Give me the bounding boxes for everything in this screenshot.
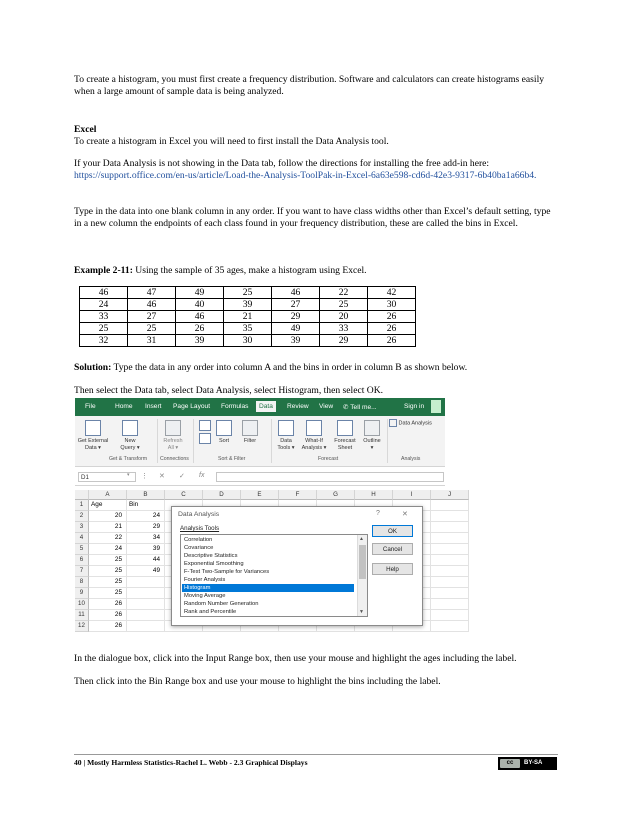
empty-cell[interactable] [431,533,469,544]
example-text: Using the sample of 35 ages, make a histogram using Excel. [132,265,367,276]
excel-heading: Excel [74,124,97,135]
age-cell: 21 [224,311,272,323]
bin-data-cell[interactable] [127,577,165,588]
age-data-cell[interactable]: 20 [89,511,127,522]
enter-icon[interactable]: ✓ [179,473,185,480]
install-paragraph: To create a histogram in Excel you will need to first install the Data Analysis tool. [74,136,389,147]
group-analysis: Analysis [401,456,421,462]
sign-in-link[interactable]: Sign in [404,403,425,410]
filter-icon [242,420,258,436]
license-type: BY-SA [524,760,543,766]
row-header[interactable]: 4 [75,533,89,544]
age-cell: 25 [80,323,128,335]
age-cell: 26 [368,323,416,335]
empty-cell[interactable] [431,555,469,566]
age-data-cell[interactable]: 26 [89,599,127,610]
name-box[interactable]: D1 [78,472,136,482]
dialog-title: Data Analysis [178,511,220,518]
scroll-thumb[interactable] [359,545,366,579]
cancel-icon[interactable]: ✕ [159,473,165,480]
user-icon[interactable] [431,400,441,413]
age-cell: 46 [176,311,224,323]
select-all-corner[interactable] [75,490,89,500]
row-header[interactable]: 11 [75,610,89,621]
dots-icon: ⋮ [141,473,148,480]
age-data-cell[interactable]: 26 [89,621,127,632]
get-external-label: Get External Data ▾ [77,438,109,451]
forecast-sheet-icon [337,420,353,436]
excel-screenshot [75,398,452,638]
column-header[interactable]: E [241,490,279,500]
data-tools-label: Data Tools ▾ [277,438,295,451]
age-cell: 29 [320,335,368,347]
ribbon-separator [193,419,194,463]
page-footer: 40 | Mostly Harmless Statistics-Rachel L. Webb - 2.3 Graphical Displays [74,758,308,767]
query-icon [122,420,138,436]
analysis-tool-item[interactable]: Fourier Analysis [184,577,226,583]
example-label: Example 2-11: [74,265,133,276]
age-cell: 46 [80,287,128,299]
age-data-cell[interactable]: 25 [89,555,127,566]
row-header[interactable]: 12 [75,621,89,632]
what-if-analysis-button[interactable] [299,420,329,451]
empty-cell[interactable] [431,500,469,511]
outline-icon [364,420,380,436]
empty-cell[interactable] [431,588,469,599]
age-cell: 40 [176,299,224,311]
cc-by-sa-badge [498,757,557,770]
age-cell: 39 [176,335,224,347]
ok-button[interactable]: OK [372,525,413,537]
tab-file[interactable]: File [85,403,96,410]
refresh-all-button[interactable] [159,420,187,451]
age-cell: 25 [224,287,272,299]
age-data-cell[interactable]: 26 [89,610,127,621]
age-cell: 27 [128,311,176,323]
tab-insert[interactable]: Insert [145,403,162,410]
column-header[interactable]: J [431,490,469,500]
sort-za-icon [199,433,211,444]
bin-data-cell[interactable]: Bin [127,500,165,511]
age-data-cell[interactable]: 24 [89,544,127,555]
scroll-down-icon[interactable]: ▼ [359,609,364,615]
empty-cell[interactable] [431,511,469,522]
analysis-tool-item[interactable]: Descriptive Statistics [184,553,238,559]
empty-cell[interactable] [431,610,469,621]
group-connections: Connections [160,456,189,462]
row-header[interactable]: 8 [75,577,89,588]
row-header[interactable]: 5 [75,544,89,555]
data-analysis-icon [389,419,397,427]
tell-me-search[interactable]: ✆ Tell me... [343,404,377,411]
addin-paragraph [74,158,558,182]
age-data-cell[interactable]: Age [89,500,127,511]
ribbon-separator [387,419,388,463]
list-scrollbar[interactable] [357,535,367,616]
solution-paragraph [74,362,558,374]
tab-formulas[interactable]: Formulas [221,403,249,410]
column-header[interactable]: C [165,490,203,500]
bin-data-cell[interactable] [127,621,165,632]
age-cell: 35 [224,323,272,335]
intro-paragraph: To create a histogram, you must first create a frequency distribution. Software and calculators can create histograms easily when a large amount of sample data is being analyzed. [74,74,545,98]
column-header[interactable]: F [279,490,317,500]
select-paragraph: Then select the Data tab, select Data Analysis, select Histogram, then select OK. [74,385,384,396]
what-if-label: What-If Analysis ▾ [301,438,327,451]
ages-table [79,286,416,347]
age-data-cell[interactable]: 21 [89,522,127,533]
sort-label: Sort [218,438,230,444]
chevron-down-icon[interactable]: ▾ [127,472,130,478]
age-cell: 42 [368,287,416,299]
analysis-tools-list[interactable] [180,534,368,617]
sort-az-icon [199,420,211,431]
analysis-tool-item[interactable]: Exponential Smoothing [184,561,244,567]
sort-az-buttons[interactable] [195,420,215,446]
forecast-sheet-button[interactable] [331,420,359,451]
group-get-transform: Get & Transform [109,456,148,462]
bin-data-cell[interactable] [127,588,165,599]
get-external-data-button[interactable] [75,420,111,451]
age-cell: 31 [128,335,176,347]
empty-cell[interactable] [431,566,469,577]
age-cell: 33 [80,311,128,323]
footer-divider [74,754,558,755]
bin-data-cell[interactable]: 24 [127,511,165,522]
help-button[interactable]: Help [372,563,413,575]
column-header[interactable]: H [355,490,393,500]
row-header[interactable]: 7 [75,566,89,577]
age-cell: 20 [320,311,368,323]
tab-data[interactable]: Data [256,401,276,412]
age-cell: 46 [128,299,176,311]
ages-row [80,287,416,299]
age-data-cell[interactable]: 25 [89,566,127,577]
data-analysis-button[interactable] [389,419,441,427]
age-cell: 27 [272,299,320,311]
age-cell: 24 [80,299,128,311]
new-query-label: New Query ▾ [120,438,140,451]
tab-page-layout[interactable]: Page Layout [173,403,211,410]
bin-data-cell[interactable]: 29 [127,522,165,533]
age-cell: 26 [176,323,224,335]
formula-bar [75,467,445,486]
column-header[interactable]: D [203,490,241,500]
ribbon-separator [157,419,158,463]
insert-function-icon[interactable]: fx [199,472,205,479]
analysis-tools-label: Analysis Tools [180,525,220,532]
external-data-icon [85,420,101,436]
solution-label: Solution: [74,362,112,373]
new-query-button[interactable] [115,420,145,451]
row-header[interactable]: 10 [75,599,89,610]
formula-input[interactable] [216,472,444,482]
age-cell: 39 [272,335,320,347]
data-analysis-dialog [171,506,423,626]
group-sort-filter: Sort & Filter [218,456,246,462]
age-cell: 32 [80,335,128,347]
age-cell: 47 [128,287,176,299]
ages-row [80,323,416,335]
column-header[interactable]: B [127,490,165,500]
forecast-sheet-label: Forecast Sheet [334,438,356,451]
scroll-up-icon[interactable]: ▲ [359,536,364,542]
row-header[interactable]: 2 [75,511,89,522]
what-if-icon [306,420,322,436]
bin-data-cell[interactable]: 34 [127,533,165,544]
empty-cell[interactable] [431,577,469,588]
ribbon-tab-bar [75,398,445,416]
bin-data-cell[interactable]: 49 [127,566,165,577]
sort-button[interactable] [213,420,235,445]
analysis-tool-item[interactable]: F-Test Two-Sample for Variances [184,569,270,575]
age-data-cell[interactable]: 25 [89,588,127,599]
column-header[interactable]: A [89,490,127,500]
input-range-paragraph: In the dialogue box, click into the Input Range box, then use your mouse and highlight the ages including the label. [74,653,517,664]
example-paragraph [74,265,558,277]
data-ribbon [75,416,445,467]
age-cell: 46 [272,287,320,299]
bin-range-paragraph: Then click into the Bin Range box and use your mouse to highlight the bins including the label. [74,676,441,687]
row-header[interactable]: 1 [75,500,89,511]
bin-data-cell[interactable] [127,599,165,610]
age-cell: 39 [224,299,272,311]
solution-text: Type the data in any order into column A and the bins in order in column B as shown below. [111,362,468,373]
analysis-tool-item[interactable]: Random Number Generation [184,601,259,607]
age-data-cell[interactable]: 25 [89,577,127,588]
bin-data-cell[interactable]: 44 [127,555,165,566]
age-cell: 26 [368,311,416,323]
column-header[interactable]: G [317,490,355,500]
help-icon[interactable]: ? [376,510,380,517]
column-header[interactable]: I [393,490,431,500]
age-cell: 26 [368,335,416,347]
analysis-tool-item[interactable]: Rank and Percentile [184,609,237,615]
tab-home[interactable]: Home [115,403,133,410]
empty-cell[interactable] [431,621,469,632]
refresh-icon [165,420,181,436]
group-forecast: Forecast [318,456,339,462]
ages-row [80,299,416,311]
analysis-tool-item[interactable]: Covariance [184,545,214,551]
age-cell: 33 [320,323,368,335]
cancel-button[interactable]: Cancel [372,543,413,555]
data-tools-icon [278,420,294,436]
analysis-tool-item[interactable]: Correlation [184,537,213,543]
sort-icon [216,420,232,436]
age-cell: 25 [128,323,176,335]
bin-data-cell[interactable]: 39 [127,544,165,555]
addin-text: If your Data Analysis is not showing in the Data tab, follow the directions for installing the free add-in here: [74,158,490,169]
ages-row [80,335,416,347]
tab-review[interactable]: Review [287,403,309,410]
age-cell: 22 [320,287,368,299]
outline-button[interactable] [359,420,385,451]
ages-row [80,311,416,323]
data-analysis-label: Data Analysis [398,420,432,427]
refresh-label: Refresh All ▾ [163,438,183,451]
bins-paragraph: Type in the data into one blank column in any order. If you want to have class widths other than Excel’s default setting, type in a new column the endpoints of each class found in your frequency distribution, these are called the bins in Excel. [74,206,551,230]
tab-view[interactable]: View [319,403,334,410]
close-icon[interactable]: ✕ [402,511,408,518]
empty-cell[interactable] [431,522,469,533]
age-cell: 49 [272,323,320,335]
ribbon-separator [271,419,272,463]
toolpak-link[interactable]: https://support.office.com/en-us/article/Load-the-Analysis-ToolPak-in-Excel-6a63e598-cd6d-42e3-9317-6b40ba1a66b4. [74,170,537,182]
empty-cell[interactable] [431,544,469,555]
age-cell: 49 [176,287,224,299]
empty-cell[interactable] [431,599,469,610]
age-data-cell[interactable]: 22 [89,533,127,544]
filter-label: Filter [243,438,257,444]
cc-logo: cc [500,759,520,768]
bin-data-cell[interactable] [127,610,165,621]
age-cell: 25 [320,299,368,311]
outline-label: Outline ▾ [363,438,381,451]
row-header[interactable]: 9 [75,588,89,599]
age-cell: 30 [368,299,416,311]
row-header[interactable]: 3 [75,522,89,533]
age-cell: 29 [272,311,320,323]
analysis-tool-item[interactable]: Histogram [182,584,354,592]
data-tools-button[interactable] [273,420,299,451]
filter-button[interactable] [237,420,263,445]
row-header[interactable]: 6 [75,555,89,566]
age-cell: 30 [224,335,272,347]
analysis-tool-item[interactable]: Moving Average [184,593,226,599]
